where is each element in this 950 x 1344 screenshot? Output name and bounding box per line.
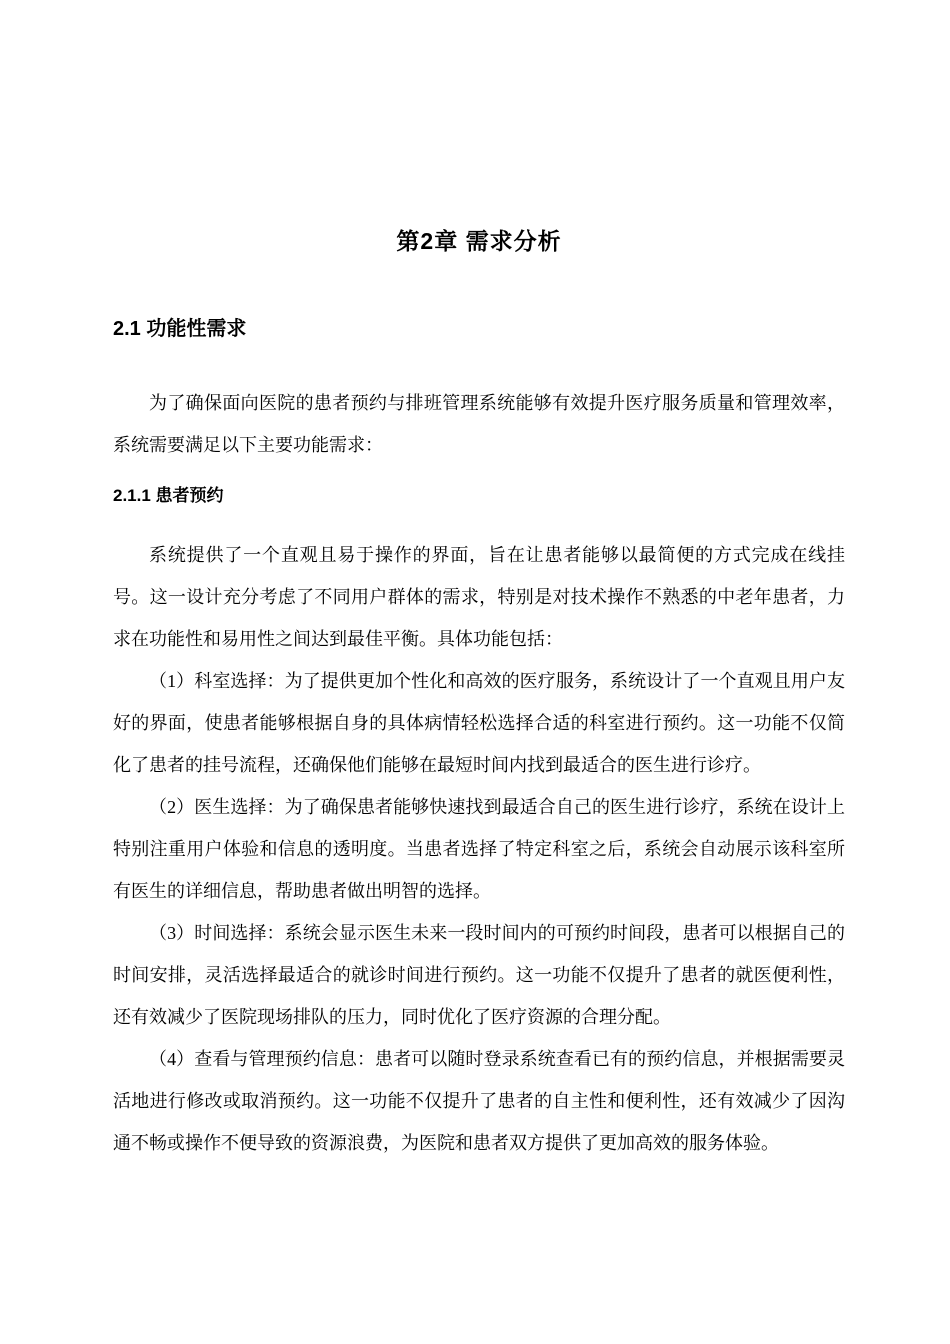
paragraph: （1）科室选择：为了提供更加个性化和高效的医疗服务，系统设计了一个直观且用户友好的界面，使患者能够根据自身的具体病情轻松选择合适的科室进行预约。这一功能不仅简化了患者的挂号流程，还确保他们能够在最短时间内找到最适合的医生进行诊疗。 [113,671,845,775]
paragraph: （4）查看与管理预约信息：患者可以随时登录系统查看已有的预约信息，并根据需要灵活地进行修改或取消预约。这一功能不仅提升了患者的自主性和便利性，还有效减少了因沟通不畅或操作不便导致的资源浪费，为医院和患者双方提供了更加高效的服务体验。 [113,1049,845,1153]
body-paragraphs [113,534,845,1164]
intro-paragraph: 为了确保面向医院的患者预约与排班管理系统能够有效提升医疗服务质量和管理效率，系统需要满足以下主要功能需求： [113,393,845,455]
section-heading: 2.1 功能性需求 [113,318,247,340]
paragraph: 系统提供了一个直观且易于操作的界面，旨在让患者能够以最简便的方式完成在线挂号。这一设计充分考虑了不同用户群体的需求，特别是对技术操作不熟悉的中老年患者，力求在功能性和易用性之间达到最佳平衡。具体功能包括： [113,545,845,649]
subsection-heading: 2.1.1 患者预约 [113,486,224,505]
document-content [113,0,845,1164]
paragraph: （3）时间选择：系统会显示医生未来一段时间内的可预约时间段，患者可以根据自己的时间安排，灵活选择最适合的就诊时间进行预约。这一功能不仅提升了患者的就医便利性，还有效减少了医院现场排队的压力，同时优化了医疗资源的合理分配。 [113,923,845,1027]
chapter-title: 第2章 需求分析 [396,228,562,254]
paragraph: （2）医生选择：为了确保患者能够快速找到最适合自己的医生进行诊疗，系统在设计上特别注重用户体验和信息的透明度。当患者选择了特定科室之后，系统会自动展示该科室所有医生的详细信息，帮助患者做出明智的选择。 [113,797,845,901]
